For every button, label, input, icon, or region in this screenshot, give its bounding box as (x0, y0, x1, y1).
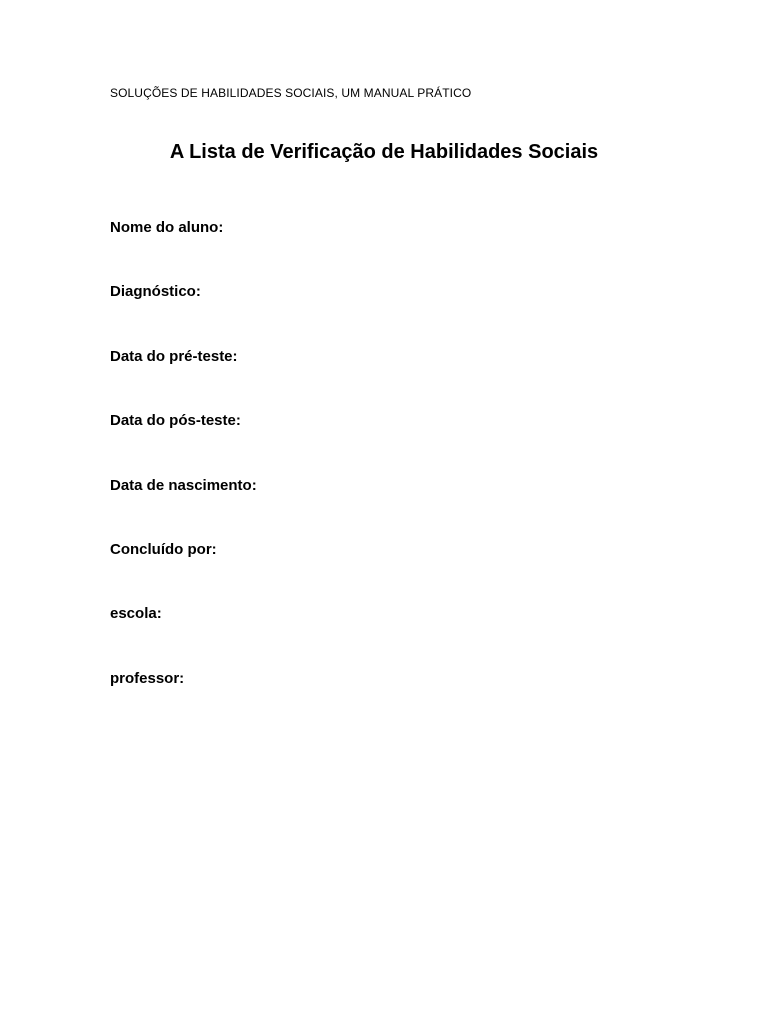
field-posttest-date-label: Data do pós-teste: (110, 412, 241, 430)
running-header: SOLUÇÕES DE HABILIDADES SOCIAIS, UM MANUAL PRÁTICO (110, 86, 472, 100)
field-teacher-label: professor: (110, 669, 185, 687)
field-completed-by-label: Concluído por: (110, 540, 217, 558)
field-birth-date-label: Data de nascimento: (110, 476, 257, 494)
document-title: A Lista de Verificação de Habilidades Sociais (169, 141, 599, 163)
field-pretest-date-label: Data do pré-teste: (110, 347, 238, 365)
field-student-name-label: Nome do aluno: (110, 219, 224, 236)
form-field-list (110, 219, 257, 734)
field-school-label: escola: (110, 605, 162, 623)
field-diagnosis-label: Diagnóstico: (110, 283, 201, 301)
